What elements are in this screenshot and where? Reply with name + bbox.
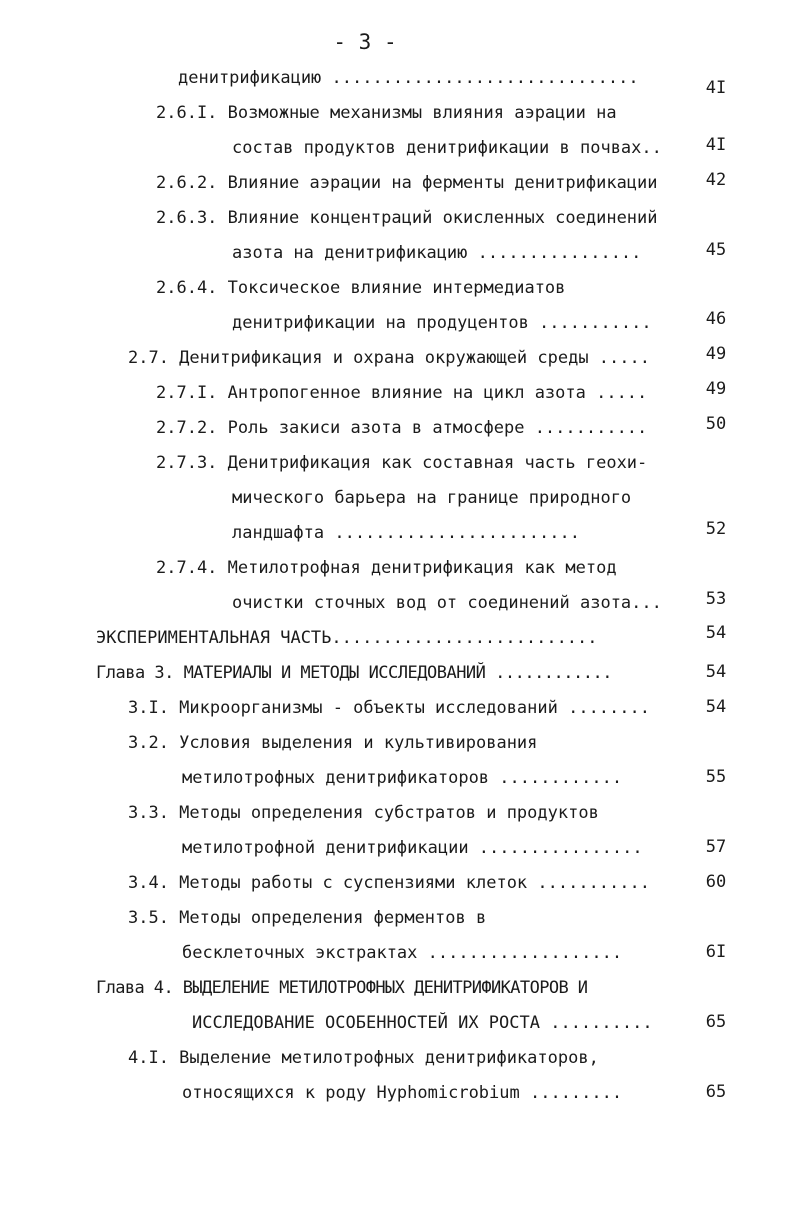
toc-line: Глава 3. МАТЕРИАЛЫ И МЕТОДЫ ИССЛЕДОВАНИЙ ............ (96, 663, 612, 683)
toc-line: 2.7.4. Метилотрофная денитрификация как метод (156, 558, 617, 578)
toc-page-number: 49 (705, 344, 727, 364)
toc-page-number: 42 (705, 170, 727, 190)
toc-page-number: 50 (705, 414, 727, 434)
toc-line: 3.5. Методы определения ферментов в (128, 908, 487, 928)
toc-page-number: 55 (705, 767, 727, 787)
toc-line: азота на денитрификацию ................ (232, 243, 642, 263)
toc-line: состав продуктов денитрификации в почвах.. (232, 138, 662, 158)
toc-line: 2.6.4. Токсическое влияние интермедиатов (156, 278, 566, 298)
toc-page-number: 65 (705, 1012, 727, 1032)
toc-line: мического барьера на границе природного (232, 488, 632, 508)
toc-line: 4.I. Выделение метилотрофных денитрификаторов, (128, 1048, 599, 1068)
toc-line: 2.7.3. Денитрификация как составная часть геохи- (156, 453, 648, 473)
toc-line: денитрификации на продуцентов ........... (232, 313, 652, 333)
toc-page-number: 65 (705, 1082, 727, 1102)
toc-line: ландшафта ........................ (232, 523, 580, 543)
toc-page-number: 4I (705, 135, 727, 155)
toc-line: относящихся к роду Hyphomicrobium ......... (182, 1083, 623, 1103)
toc-page-number: 4I (705, 78, 727, 98)
toc-line: метилотрофных денитрификаторов ............ (182, 768, 623, 788)
toc-line: 2.7.2. Роль закиси азота в атмосфере ........... (156, 418, 648, 438)
toc-line: очистки сточных вод от соединений азота... (232, 593, 662, 613)
toc-page-number: 45 (705, 240, 727, 260)
toc-line: 2.7. Денитрификация и охрана окружающей среды ..... (128, 348, 650, 368)
toc-line: ЭКСПЕРИМЕНТАЛЬНАЯ ЧАСТЬ.......................... (96, 628, 598, 648)
toc-page-number: 57 (705, 837, 727, 857)
toc-page-number: 6I (705, 942, 727, 962)
toc-page-number: 49 (705, 379, 727, 399)
toc-line: 3.4. Методы работы с суспензиями клеток ........... (128, 873, 650, 893)
toc-page-number: 54 (705, 662, 727, 682)
toc-line: денитрификацию .............................. (178, 68, 639, 88)
toc-line: 2.6.I. Возможные механизмы влияния аэрации на (156, 103, 617, 123)
toc-page-number: 52 (705, 519, 727, 539)
toc-line: ИССЛЕДОВАНИЕ ОСОБЕННОСТЕЙ ИХ РОСТА .......... (192, 1013, 653, 1033)
toc-line: 2.7.I. Антропогенное влияние на цикл азота ..... (156, 383, 648, 403)
toc-page-number: 53 (705, 589, 727, 609)
toc-line: 3.I. Микроорганизмы - объекты исследований ........ (128, 698, 650, 718)
toc-line: 2.6.3. Влияние концентраций окисленных соединений (156, 208, 658, 228)
toc-page-number: 54 (705, 623, 727, 643)
toc-page-number: 46 (705, 309, 727, 329)
toc-line: 3.2. Условия выделения и культивирования (128, 733, 538, 753)
toc-line: бесклеточных экстрактах ................... (182, 943, 623, 963)
toc-page-number: 60 (705, 872, 727, 892)
page-number: - 3 - (333, 30, 397, 54)
toc-line: метилотрофной денитрификации ................ (182, 838, 643, 858)
toc-line: 3.3. Методы определения субстратов и продуктов (128, 803, 599, 823)
toc-page-number: 54 (705, 697, 727, 717)
toc-line: 2.6.2. Влияние аэрации на ферменты денитрификации (156, 173, 658, 193)
toc-line: Глава 4. ВЫДЕЛЕНИЕ МЕТИЛОТРОФНЫХ ДЕНИТРИФИКАТОРОВ И (96, 978, 588, 998)
